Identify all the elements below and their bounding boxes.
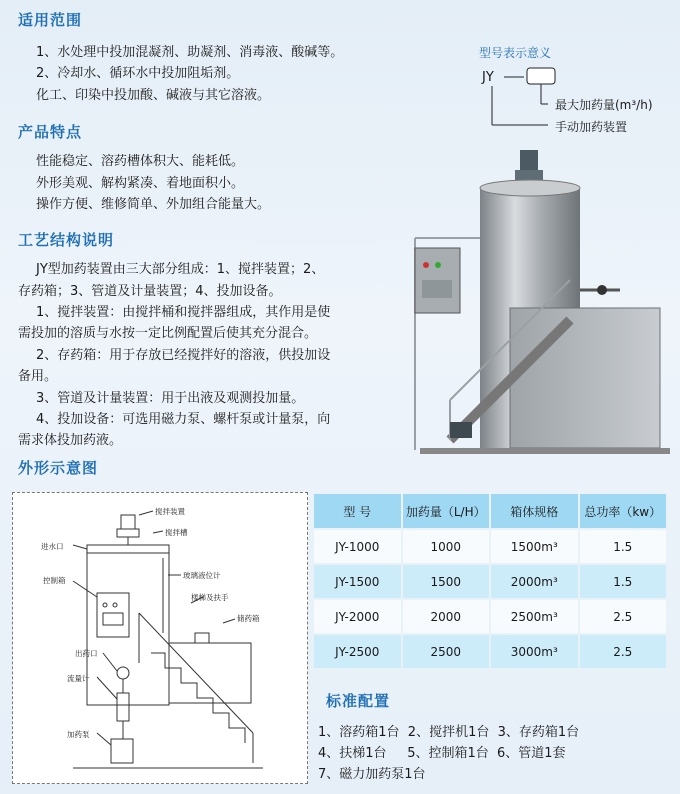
label-mix-tank: 搅拌槽 <box>165 528 188 537</box>
features-title: 产品特点 <box>18 123 83 141</box>
cell: 2.5 <box>580 600 667 633</box>
cell: 2.5 <box>580 635 667 668</box>
features-line-3: 操作方便、维修简单、外加组合能量大。 <box>36 197 271 212</box>
config-title: 标准配置 <box>326 692 391 710</box>
scope-line-2: 2、冷却水、循环水中投加阻垢剂。 <box>36 66 240 81</box>
label-flowmeter: 流量计 <box>67 674 90 683</box>
cell: 2500m³ <box>491 600 578 633</box>
label-pump: 加药泵 <box>67 730 90 739</box>
label-storage-tank: 储药箱 <box>237 614 260 623</box>
cell: JY-2500 <box>314 635 401 668</box>
structure-line-9: 需求体投加药液。 <box>18 433 123 448</box>
cell: 1500m³ <box>491 530 578 563</box>
label-outlet: 出药口 <box>75 649 98 658</box>
header-dosage: 加药量（L/H） <box>403 494 490 528</box>
label-inlet: 进水口 <box>41 542 64 551</box>
cell: 2500 <box>403 635 490 668</box>
features-line-2: 外形美观、解构紧凑、着地面积小。 <box>36 176 245 191</box>
header-power: 总功率（kw） <box>580 494 667 528</box>
structure-line-6: 备用。 <box>18 369 58 384</box>
header-model: 型 号 <box>314 494 401 528</box>
table-row <box>314 635 666 668</box>
cell: 1500 <box>403 565 490 598</box>
label-level-gauge: 玻璃液位计 <box>183 571 221 580</box>
cell: JY-1000 <box>314 530 401 563</box>
config-line-2: 4、扶梯1台 5、控制箱1台 6、管道1套 <box>318 746 566 761</box>
structure-line-2: 存药箱；3、管道及计量装置；4、投加设备。 <box>18 284 282 299</box>
spec-table <box>312 492 668 670</box>
structure-line-3: 1、搅拌装置：由搅拌桶和搅拌器组成，其作用是使 <box>36 305 331 320</box>
cell: 2000 <box>403 600 490 633</box>
features-line-1: 性能稳定、溶药槽体积大、能耗低。 <box>36 154 245 169</box>
table-row <box>314 565 666 598</box>
model-note-manual: 手动加药装置 <box>555 120 628 134</box>
schematic-drawing <box>13 493 307 783</box>
table-header-row <box>314 494 666 528</box>
cell: JY-2000 <box>314 600 401 633</box>
model-prefix: JY <box>482 70 494 85</box>
cell: 1.5 <box>580 565 667 598</box>
structure-line-5: 2、存药箱：用于存放已经搅拌好的溶液，供投加设 <box>36 348 331 363</box>
model-title: 型号表示意义 <box>479 46 552 60</box>
config-line-3: 7、磁力加药泵1台 <box>318 767 426 782</box>
table-row <box>314 600 666 633</box>
schematic-panel <box>12 492 308 784</box>
structure-line-4: 需投加的溶质与水按一定比例配置后使其充分混合。 <box>18 326 318 341</box>
diagram-title: 外形示意图 <box>18 459 99 477</box>
structure-line-7: 3、管道及计量装置：用于出液及观测投加量。 <box>36 391 305 406</box>
structure-line-1: JY型加药装置由三大部分组成：1、搅拌装置；2、 <box>36 262 325 277</box>
scope-line-1: 1、水处理中投加混凝剂、助凝剂、消毒液、酸碱等。 <box>36 45 344 60</box>
table-row <box>314 530 666 563</box>
config-line-1: 1、溶药箱1台 2、搅拌机1台 3、存药箱1台 <box>318 725 580 740</box>
structure-title: 工艺结构说明 <box>18 231 115 249</box>
header-tank-size: 箱体规格 <box>491 494 578 528</box>
label-control-box: 控制箱 <box>43 576 66 585</box>
label-stirrer: 搅拌装置 <box>155 507 185 516</box>
scope-title: 适用范围 <box>18 11 83 29</box>
structure-line-8: 4、投加设备：可选用磁力泵、螺杆泵或计量泵，向 <box>36 412 331 427</box>
label-ladder: 楼梯及扶手 <box>191 593 229 602</box>
cell: JY-1500 <box>314 565 401 598</box>
product-photo <box>390 140 680 470</box>
model-note-capacity: 最大加药量(m³/h) <box>555 98 653 112</box>
cell: 1000 <box>403 530 490 563</box>
cell: 3000m³ <box>491 635 578 668</box>
cell: 1.5 <box>580 530 667 563</box>
cell: 2000m³ <box>491 565 578 598</box>
scope-line-3: 化工、印染中投加酸、碱液与其它溶液。 <box>36 88 271 103</box>
